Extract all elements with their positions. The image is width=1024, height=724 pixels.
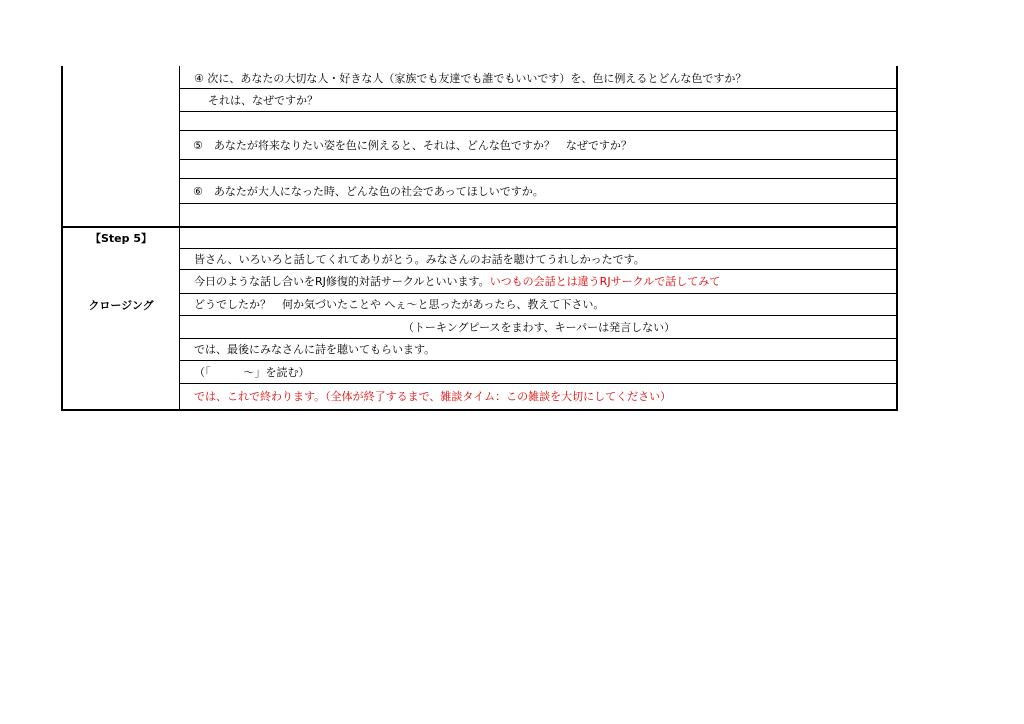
- question-4-text: ④ 次に、あなたの大切な人・好きな人（家族でも友達でも誰でもいいです）を、色に例えるとどんな色ですか？: [194, 71, 747, 85]
- closing-line-7: [182, 384, 908, 408]
- question-5-text: ⑤ あなたが将来なりたい姿を色に例えると、それは、どんな色ですか？ なぜですか？: [193, 138, 632, 152]
- row-line: [180, 130, 896, 131]
- closing-line-5-text: では、最後にみなさんに詩を聴いてもらいます。: [194, 343, 436, 356]
- question-4-followup-row: [182, 89, 922, 111]
- closing-line-7-text: では、これで終わります。（全体が終了するまで、雑談タイム：この雑談を大切にしてください）: [194, 389, 672, 403]
- row-line: [180, 111, 896, 112]
- row-line: [180, 178, 896, 179]
- question-5-row: [182, 135, 907, 155]
- closing-line-6-text: （「 ～」を読む）: [194, 365, 310, 379]
- row-line: [180, 203, 896, 204]
- question-4-followup-text: それは、なぜですか？: [208, 93, 318, 107]
- step-5-label: 【Step 5】: [90, 231, 152, 245]
- row-line: [180, 159, 896, 160]
- closing-line-2-emphasis: いつもの会話とは違うRJサークルで話してみて: [489, 275, 721, 288]
- closing-line-3-text: どうでしたか？ 何か気づいたことや へぇ～と思ったがあったら、教えて下さい。: [194, 298, 605, 311]
- closing-line-5: [182, 339, 908, 360]
- closing-line-2-text: 今日のような話し合いをRJ修復的対話サークルといいます。: [194, 275, 490, 288]
- bottom-border: [61, 409, 898, 411]
- closing-line-4-text: （トーキングピースをまわす、キーパーは発言しない）: [402, 320, 676, 334]
- closing-section-label: クロージング: [88, 298, 154, 312]
- closing-line-6: [182, 361, 908, 383]
- closing-line-4: [182, 316, 896, 338]
- closing-line-2: [182, 270, 908, 293]
- question-4-row: [182, 68, 908, 88]
- closing-line-1-text: 皆さん、いろいろと話してくれてありがとう。みなさんのお話を聴けてうれしかったです。: [194, 252, 645, 266]
- question-6-text: ⑥ あなたが大人になった時、どんな色の社会であってほしいですか。: [193, 184, 544, 198]
- question-6-row: [182, 180, 907, 202]
- closing-line-3: [182, 294, 908, 315]
- section-separator: [61, 226, 898, 228]
- closing-line-1: [182, 249, 908, 269]
